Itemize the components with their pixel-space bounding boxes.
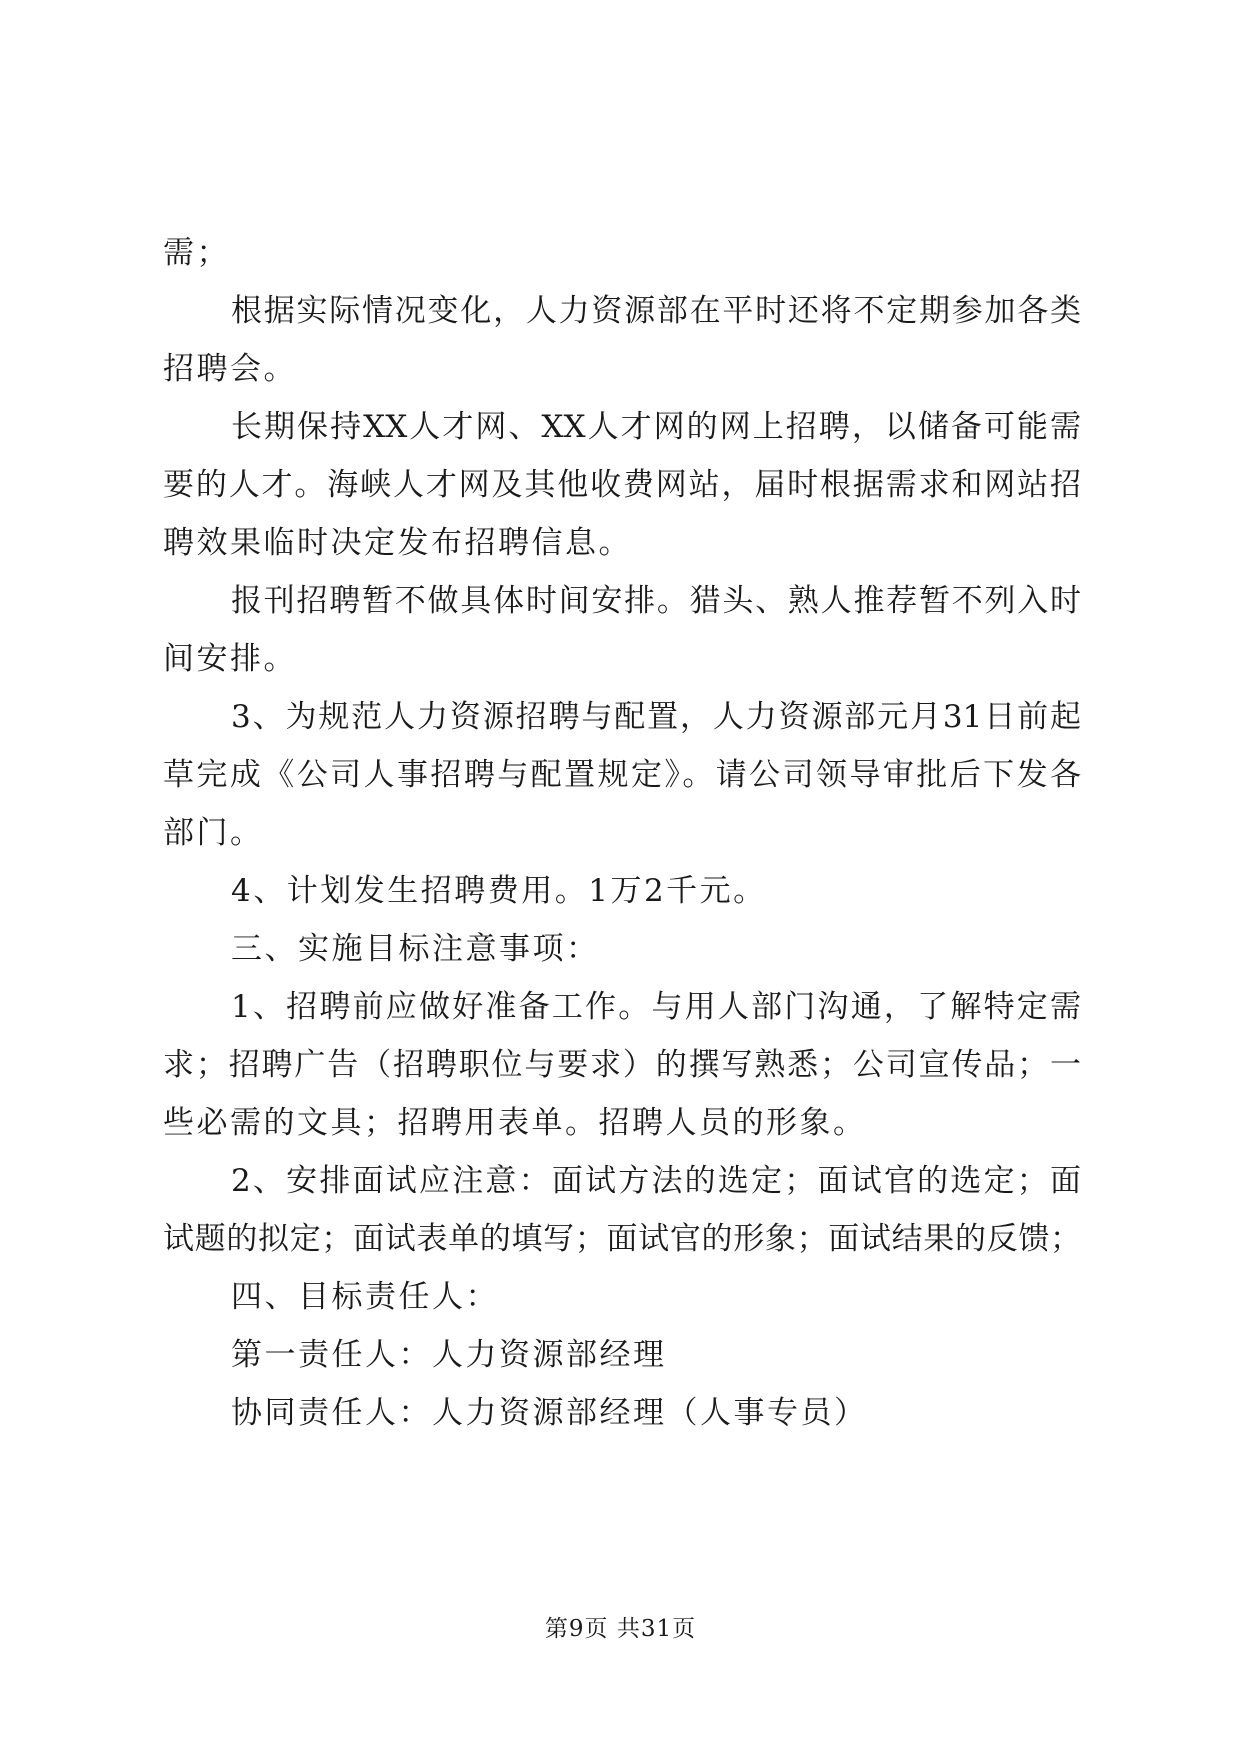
page-number-footer: 第9页 共31页 — [544, 1616, 697, 1642]
paragraph-first-line: 报刊招聘暂不做具体时间安排。猎头、熟人推荐暂不列入时 — [231, 583, 1081, 619]
section-heading: 四、目标责任人： — [231, 1279, 499, 1315]
paragraph-first-line: 长期保持XX人才网、XX人才网的网上招聘，以储备可能需 — [231, 409, 1081, 445]
paragraph-first-line: 1、招聘前应做好准备工作。与用人部门沟通，了解特定需 — [231, 989, 1081, 1025]
text-line: 求；招聘广告（招聘职位与要求）的撰写熟悉；公司宣传品；一 — [163, 1047, 1081, 1083]
section-heading: 三、实施目标注意事项： — [231, 931, 600, 967]
paragraph-first-line: 4、计划发生招聘费用。1万2千元。 — [231, 873, 767, 909]
text-line: 需； — [163, 235, 230, 271]
paragraph-first-line: 2、安排面试应注意：面试方法的选定；面试官的选定；面 — [231, 1163, 1081, 1199]
paragraph-first-line: 3、为规范人力资源招聘与配置，人力资源部元月31日前起 — [231, 699, 1081, 735]
text-line: 招聘会。 — [163, 351, 297, 387]
text-line: 部门。 — [163, 815, 264, 851]
text-line: 要的人才。海峡人才网及其他收费网站，届时根据需求和网站招 — [163, 467, 1081, 503]
text-line: 草完成《公司人事招聘与配置规定》。请公司领导审批后下发各 — [163, 757, 1081, 793]
text-line: 些必需的文具；招聘用表单。招聘人员的形象。 — [163, 1105, 867, 1141]
responsible-person-line: 第一责任人：人力资源部经理 — [231, 1337, 667, 1373]
text-line: 聘效果临时决定发布招聘信息。 — [163, 525, 632, 561]
paragraph-first-line: 根据实际情况变化，人力资源部在平时还将不定期参加各类 — [231, 293, 1081, 329]
responsible-person-line: 协同责任人：人力资源部经理（人事专员） — [231, 1395, 868, 1431]
text-line: 试题的拟定；面试表单的填写；面试官的形象；面试结果的反馈； — [163, 1221, 1081, 1257]
text-line: 间安排。 — [163, 641, 297, 677]
